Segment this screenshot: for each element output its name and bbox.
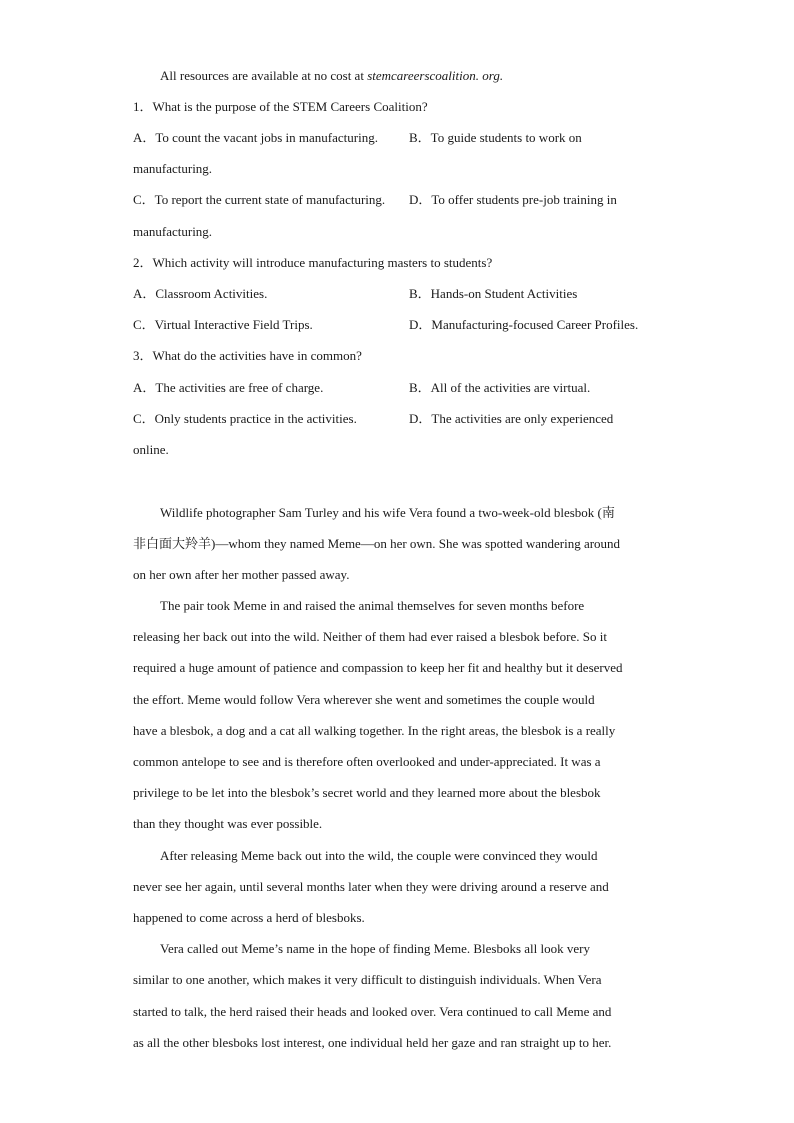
- passage-line-14: happened to come across a herd of blesboks.: [133, 910, 365, 925]
- question-3-option-b: B．All of the activities are virtual.: [409, 380, 591, 395]
- passage-line-6: required a huge amount of patience and compassion to keep her fit and healthy but it deserved: [133, 660, 623, 675]
- question-1-option-c: C．To report the current state of manufacturing.: [133, 192, 386, 207]
- passage-line-12: After releasing Meme back out into the wild, the couple were convinced they would: [160, 848, 598, 863]
- question-1-option-d-continued: manufacturing.: [133, 224, 213, 239]
- passage-line-17: started to talk, the herd raised their heads and looked over. Vera continued to call Meme and: [133, 1004, 612, 1019]
- question-1-option-b-continued: manufacturing.: [133, 161, 213, 176]
- question-2-option-d: D．Manufacturing-focused Career Profiles.: [409, 317, 639, 332]
- question-2-option-b: B．Hands-on Student Activities: [409, 286, 578, 301]
- question-3-stem: 3．What do the activities have in common?: [133, 348, 362, 363]
- question-1-option-a: A．To count the vacant jobs in manufacturing.: [133, 130, 378, 145]
- question-1-option-d: D．To offer students pre-job training in: [409, 192, 617, 207]
- question-3-option-c: C．Only students practice in the activities.: [133, 411, 357, 426]
- passage-line-15: Vera called out Meme’s name in the hope of finding Meme. Blesboks all look very: [160, 941, 590, 956]
- intro-line: [160, 68, 503, 84]
- passage-line-18: as all the other blesboks lost interest, one individual held her gaze and ran straight up to her.: [133, 1035, 612, 1050]
- passage-line-3: on her own after her mother passed away.: [133, 567, 350, 582]
- passage-line-1: Wildlife photographer Sam Turley and his wife Vera found a two-week-old blesbok (南: [160, 505, 615, 520]
- question-2-option-a: A．Classroom Activities.: [133, 286, 268, 301]
- passage-line-5: releasing her back out into the wild. Neither of them had ever raised a blesbok before. So it: [133, 629, 607, 644]
- question-3-option-d-continued: online.: [133, 442, 169, 457]
- question-2-option-c: C．Virtual Interactive Field Trips.: [133, 317, 313, 332]
- passage-line-16: similar to one another, which makes it very difficult to distinguish individuals. When Vera: [133, 972, 602, 987]
- website-link[interactable]: stemcareerscoalition. org.: [367, 68, 504, 83]
- passage-line-2: 非白面大羚羊)—whom they named Meme—on her own. She was spotted wandering around: [133, 536, 621, 551]
- passage-line-13: never see her again, until several months later when they were driving around a reserve and: [133, 879, 609, 894]
- intro-text: All resources are available at no cost at: [160, 68, 368, 83]
- passage-line-7: the effort. Meme would follow Vera wherever she went and sometimes the couple would: [133, 692, 595, 707]
- question-3-option-d: D．The activities are only experienced: [409, 411, 614, 426]
- passage-line-11: than they thought was ever possible.: [133, 816, 323, 831]
- question-1-stem: 1．What is the purpose of the STEM Careers Coalition?: [133, 99, 428, 114]
- question-3-option-a: A．The activities are free of charge.: [133, 380, 324, 395]
- question-1-option-b: B．To guide students to work on: [409, 130, 582, 145]
- passage-line-9: common antelope to see and is therefore often overlooked and under-appreciated. It was a: [133, 754, 601, 769]
- passage-line-8: have a blesbok, a dog and a cat all walking together. In the right areas, the blesbok is a really: [133, 723, 616, 738]
- question-2-stem: 2．Which activity will introduce manufacturing masters to students?: [133, 255, 493, 270]
- passage-line-4: The pair took Meme in and raised the animal themselves for seven months before: [160, 598, 585, 613]
- passage-line-10: privilege to be let into the blesbok’s secret world and they learned more about the blesbok: [133, 785, 601, 800]
